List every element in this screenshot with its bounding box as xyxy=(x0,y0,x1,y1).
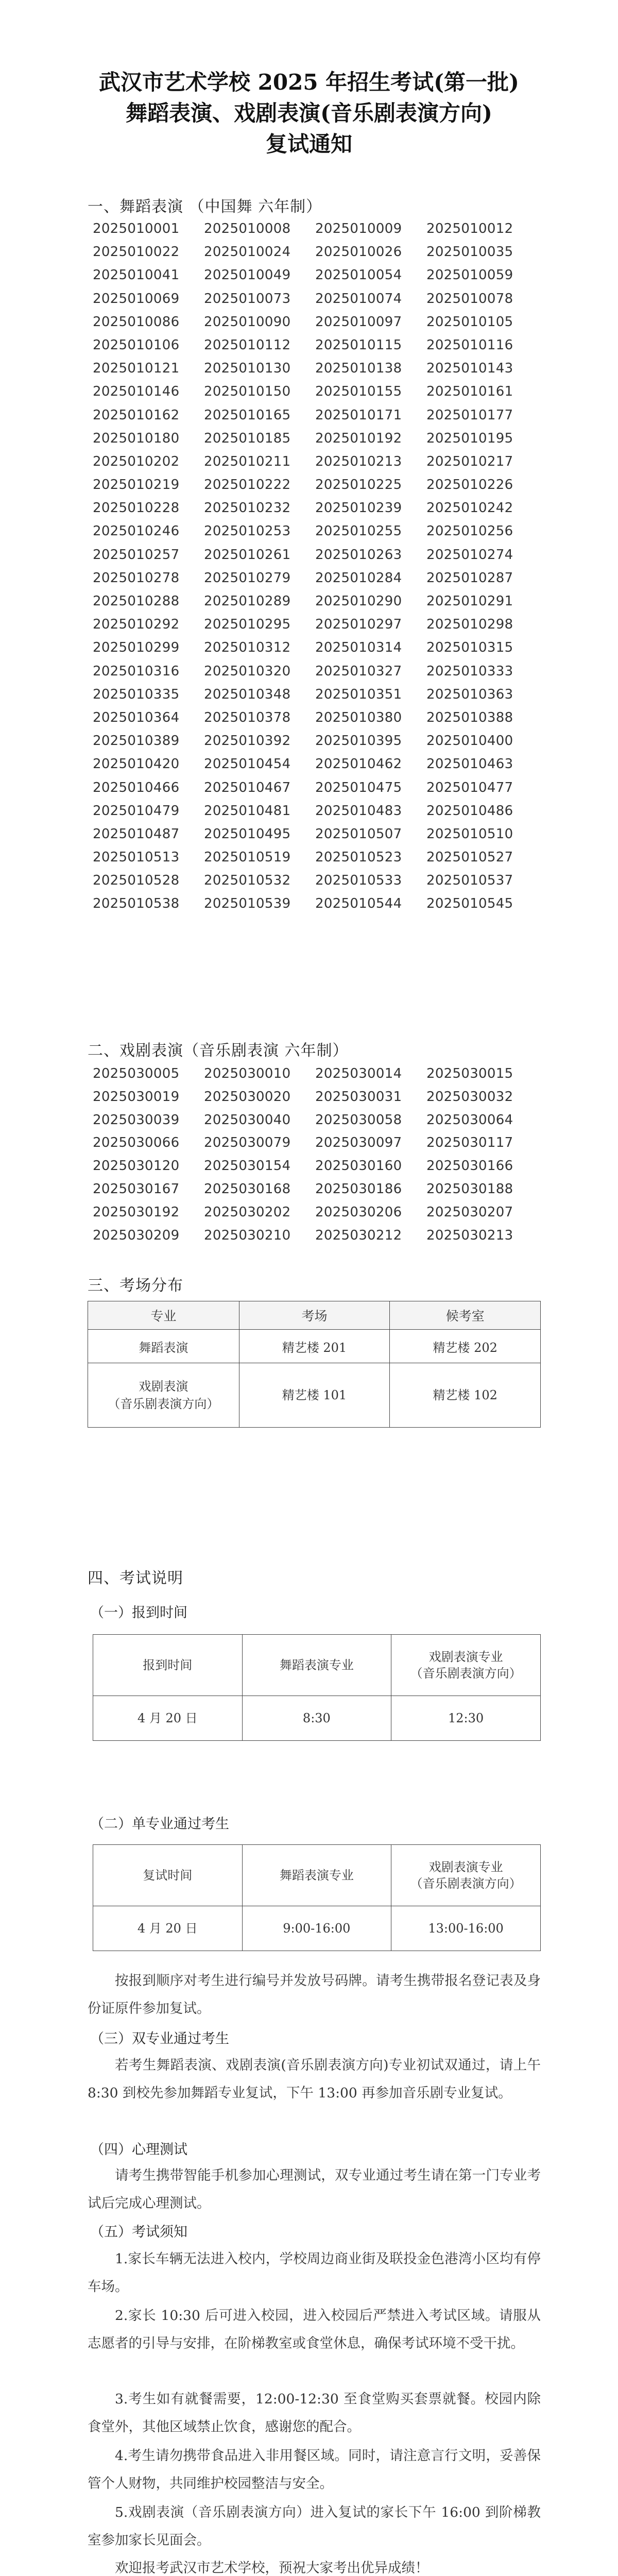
title-line-3: 复试通知 xyxy=(265,131,352,157)
list-item: 2025030031 xyxy=(315,1089,402,1105)
list-item: 2025010333 xyxy=(426,663,513,679)
list-item: 2025010462 xyxy=(315,756,402,772)
list-item: 2025030015 xyxy=(426,1066,513,1081)
table-row xyxy=(88,1330,541,1363)
list-item: 2025010192 xyxy=(315,430,402,446)
list-item: 2025010291 xyxy=(426,594,513,609)
section4-heading: 四、考试说明 xyxy=(88,1569,183,1587)
list-item: 2025030207 xyxy=(426,1204,513,1220)
list-item: 2025030192 xyxy=(93,1204,180,1220)
list-item: 2025010078 xyxy=(426,291,513,307)
list-item: 2025010538 xyxy=(93,896,180,912)
list-item: 2025030154 xyxy=(204,1158,291,1174)
list-item: 2025030206 xyxy=(315,1204,402,1220)
list-item: 2025030010 xyxy=(204,1066,291,1081)
list-item: 2025010112 xyxy=(204,337,291,353)
list-item: 2025010495 xyxy=(204,826,291,842)
list-item: 2025010130 xyxy=(204,361,291,377)
list-item: 2025010483 xyxy=(315,803,402,819)
list-item: 2025030058 xyxy=(315,1112,402,1128)
list-item: 2025030032 xyxy=(426,1089,513,1105)
cell-major-line1: 戏剧表演 xyxy=(139,1379,188,1394)
list-item: 2025030117 xyxy=(426,1135,513,1151)
list-item: 2025010261 xyxy=(204,547,291,563)
list-item: 2025010146 xyxy=(93,384,180,400)
list-item: 2025010105 xyxy=(426,314,513,330)
list-item: 1.家长车辆无法进入校内，学校周边商业街及联投金色港湾小区均有停车场。 xyxy=(88,2251,541,2295)
list-item: 2025010475 xyxy=(315,779,402,795)
list-item: 2025010314 xyxy=(315,640,402,656)
list-item: 2025010295 xyxy=(204,617,291,633)
list-item: 2025010510 xyxy=(426,826,513,842)
list-item: 2025010539 xyxy=(204,896,291,912)
table-row xyxy=(88,1363,541,1428)
list-item: 2025010292 xyxy=(93,617,180,633)
list-item: 2025030079 xyxy=(204,1135,291,1151)
list-item: 2025010090 xyxy=(204,314,291,330)
list-item: 2025010059 xyxy=(426,267,513,283)
cell-room: 精艺楼 101 xyxy=(239,1363,390,1428)
list-item: 2025010466 xyxy=(93,779,180,795)
list-item: 2025030066 xyxy=(93,1135,180,1151)
list-item: 2025010477 xyxy=(426,779,513,795)
list-item: 2025030168 xyxy=(204,1181,291,1197)
list-item: 2025010545 xyxy=(426,896,513,912)
list-item: 2025010537 xyxy=(426,873,513,889)
list-item: 2025010257 xyxy=(93,547,180,563)
cell-wait: 精艺楼 202 xyxy=(390,1330,541,1363)
col-header-drama-line2: （音乐剧表演方向） xyxy=(410,1666,522,1681)
exam-room-table xyxy=(88,1301,541,1428)
list-item: 2025010335 xyxy=(93,686,180,702)
list-item: 2025010049 xyxy=(204,267,291,283)
list-item: 2025010299 xyxy=(93,640,180,656)
list-item: 2025030213 xyxy=(426,1227,513,1243)
list-item: 2025010255 xyxy=(315,523,402,539)
list-item: 2025030005 xyxy=(93,1066,180,1081)
list-item: 2025010195 xyxy=(426,430,513,446)
retest-time-table xyxy=(93,1844,541,1951)
section2-heading: 二、戏剧表演（音乐剧表演 六年制） xyxy=(88,1042,349,1060)
list-item: 2025010222 xyxy=(204,477,291,493)
section2-number-grid xyxy=(93,1062,546,1247)
list-item: 2025030202 xyxy=(204,1204,291,1220)
list-item: 2025030160 xyxy=(315,1158,402,1174)
list-item: 2025010171 xyxy=(315,407,402,423)
list-item: 2025010180 xyxy=(93,430,180,446)
section1-number-grid xyxy=(93,217,546,916)
sub-heading-double-major: （三）双专业通过考生 xyxy=(90,2031,229,2047)
list-item: 2025010380 xyxy=(315,709,402,725)
list-item: 2025010513 xyxy=(93,850,180,866)
list-item: 2025010086 xyxy=(93,314,180,330)
list-item: 2025010009 xyxy=(315,221,402,236)
list-item: 2025010389 xyxy=(93,733,180,749)
list-item: 2025030014 xyxy=(315,1066,402,1081)
single-major-paragraph: 按报到顺序对考生进行编号并发放号码牌。请考生携带报名登记表及身份证原件参加复试。 xyxy=(88,1973,541,2016)
list-item: 2025010288 xyxy=(93,594,180,609)
closing-remark: 欢迎报考武汉市艺术学校，预祝大家考出优异成绩！ xyxy=(115,2560,429,2576)
list-item: 2025010041 xyxy=(93,267,180,283)
psych-test-paragraph: 请考生携带智能手机参加心理测试，双专业通过考生请在第一门专业考试后完成心理测试。 xyxy=(88,2167,541,2211)
list-item: 2025010069 xyxy=(93,291,180,307)
list-item: 2025010486 xyxy=(426,803,513,819)
list-item: 2025010213 xyxy=(315,453,402,469)
col-header-drama-line1: 戏剧表演专业 xyxy=(428,1650,503,1664)
list-item: 2025010287 xyxy=(426,570,513,586)
col-header-drama xyxy=(391,1635,541,1696)
list-item: 2025010165 xyxy=(204,407,291,423)
list-item: 2025030039 xyxy=(93,1112,180,1128)
cell-date: 4 月 20 日 xyxy=(93,1696,243,1741)
list-item: 2025010012 xyxy=(426,221,513,236)
list-item: 2025010507 xyxy=(315,826,402,842)
col-header-major: 专业 xyxy=(88,1301,239,1330)
list-item: 2025010177 xyxy=(426,407,513,423)
list-item: 2025010463 xyxy=(426,756,513,772)
list-item: 2025030020 xyxy=(204,1089,291,1105)
list-item: 2025010487 xyxy=(93,826,180,842)
list-item: 2025010290 xyxy=(315,594,402,609)
cell-date: 4 月 20 日 xyxy=(93,1906,243,1951)
list-item: 2025010312 xyxy=(204,640,291,656)
list-item: 2025010297 xyxy=(315,617,402,633)
sub-heading-psych-test: （四）心理测试 xyxy=(90,2142,187,2158)
table-row xyxy=(93,1906,541,1951)
col-header-dance: 舞蹈表演专业 xyxy=(242,1635,391,1696)
list-item: 2025010232 xyxy=(204,500,291,516)
list-item: 2025010298 xyxy=(426,617,513,633)
col-header-dance: 舞蹈表演专业 xyxy=(242,1845,391,1906)
col-header-drama-line1: 戏剧表演专业 xyxy=(428,1860,503,1874)
list-item: 2025010528 xyxy=(93,873,180,889)
list-item: 2025010316 xyxy=(93,663,180,679)
list-item: 2025030167 xyxy=(93,1181,180,1197)
col-header-time: 复试时间 xyxy=(93,1845,243,1906)
list-item: 2025010008 xyxy=(204,221,291,236)
list-item: 2025010211 xyxy=(204,453,291,469)
list-item: 2025010363 xyxy=(426,686,513,702)
cell-drama-time: 13:00-16:00 xyxy=(391,1906,541,1951)
list-item: 2025010481 xyxy=(204,803,291,819)
list-item: 2025010284 xyxy=(315,570,402,586)
list-item: 2025010479 xyxy=(93,803,180,819)
list-item: 2025010364 xyxy=(93,709,180,725)
list-item: 2.家长 10:30 后可进入校园，进入校园后严禁进入考试区域。请服从志愿者的引导与安排，在阶梯教室或食堂休息，确保考试环境不受干扰。 xyxy=(88,2308,541,2351)
list-item: 2025030166 xyxy=(426,1158,513,1174)
list-item: 2025010289 xyxy=(204,594,291,609)
section1-heading: 一、舞蹈表演 （中国舞 六年制） xyxy=(88,198,322,216)
list-item: 2025010161 xyxy=(426,384,513,400)
list-item: 3.考生如有就餐需要，12:00-12:30 至食堂购买套票就餐。校园内除食堂外，其他区域禁止饮食，感谢您的配合。 xyxy=(88,2391,541,2435)
list-item: 2025010467 xyxy=(204,779,291,795)
list-item: 2025010026 xyxy=(315,244,402,260)
list-item: 2025030097 xyxy=(315,1135,402,1151)
sub-heading-single-major: （二）单专业通过考生 xyxy=(90,1816,229,1832)
list-item: 2025010239 xyxy=(315,500,402,516)
list-item: 2025010256 xyxy=(426,523,513,539)
list-item: 2025010519 xyxy=(204,850,291,866)
list-item: 2025010155 xyxy=(315,384,402,400)
list-item: 2025030120 xyxy=(93,1158,180,1174)
list-item: 2025010138 xyxy=(315,361,402,377)
list-item: 2025010001 xyxy=(93,221,180,236)
col-header-drama-line2: （音乐剧表演方向） xyxy=(410,1876,522,1891)
section3-heading: 三、考场分布 xyxy=(88,1277,183,1295)
list-item: 2025010327 xyxy=(315,663,402,679)
list-item: 2025010454 xyxy=(204,756,291,772)
list-item: 2025010263 xyxy=(315,547,402,563)
list-item: 2025030064 xyxy=(426,1112,513,1128)
list-item: 2025010202 xyxy=(93,453,180,469)
list-item: 2025010388 xyxy=(426,709,513,725)
list-item: 2025010150 xyxy=(204,384,291,400)
list-item: 2025010544 xyxy=(315,896,402,912)
list-item: 2025010420 xyxy=(93,756,180,772)
list-item: 2025010116 xyxy=(426,337,513,353)
cell-wait: 精艺楼 102 xyxy=(390,1363,541,1428)
list-item: 2025010378 xyxy=(204,709,291,725)
list-item: 2025010392 xyxy=(204,733,291,749)
cell-dance-time: 8:30 xyxy=(242,1696,391,1741)
list-item: 2025010185 xyxy=(204,430,291,446)
list-item: 2025030188 xyxy=(426,1181,513,1197)
sub-heading-report-time: （一）报到时间 xyxy=(90,1605,187,1621)
cell-major-line2: （音乐剧表演方向） xyxy=(108,1397,219,1411)
list-item: 2025010278 xyxy=(93,570,180,586)
col-header-time: 报到时间 xyxy=(93,1635,243,1696)
cell-major: 舞蹈表演 xyxy=(88,1330,239,1363)
list-item: 2025010348 xyxy=(204,686,291,702)
double-major-paragraph: 若考生舞蹈表演、戏剧表演(音乐剧表演方向)专业初试双通过，请上午 8:30 到校先参加舞蹈专业复试，下午 13:00 再参加音乐剧专业复试。 xyxy=(88,2057,541,2101)
cell-major xyxy=(88,1363,239,1428)
list-item: 2025010395 xyxy=(315,733,402,749)
list-item: 2025010024 xyxy=(204,244,291,260)
list-item: 2025010532 xyxy=(204,873,291,889)
list-item: 2025010400 xyxy=(426,733,513,749)
list-item: 2025010074 xyxy=(315,291,402,307)
report-time-table xyxy=(93,1634,541,1741)
list-item: 2025010121 xyxy=(93,361,180,377)
list-item: 2025010523 xyxy=(315,850,402,866)
title-line-1: 武汉市艺术学校 2025 年招生考试(第一批) xyxy=(99,70,519,95)
list-item: 2025030040 xyxy=(204,1112,291,1128)
col-header-wait: 候考室 xyxy=(390,1301,541,1330)
sub-heading-exam-notes: （五）考试须知 xyxy=(90,2224,187,2240)
list-item: 5.戏剧表演（音乐剧表演方向）进入复试的家长下午 16:00 到阶梯教室参加家长见面会。 xyxy=(88,2504,541,2548)
list-item: 2025010351 xyxy=(315,686,402,702)
list-item: 2025010274 xyxy=(426,547,513,563)
title-line-2: 舞蹈表演、戏剧表演(音乐剧表演方向) xyxy=(126,100,492,126)
list-item: 2025010242 xyxy=(426,500,513,516)
list-item: 2025010226 xyxy=(426,477,513,493)
list-item: 2025010315 xyxy=(426,640,513,656)
list-item: 2025010106 xyxy=(93,337,180,353)
col-header-room: 考场 xyxy=(239,1301,390,1330)
cell-drama-time: 12:30 xyxy=(391,1696,541,1741)
list-item: 2025010533 xyxy=(315,873,402,889)
list-item: 2025010279 xyxy=(204,570,291,586)
list-item: 2025010035 xyxy=(426,244,513,260)
list-item: 2025030019 xyxy=(93,1089,180,1105)
list-item: 2025010527 xyxy=(426,850,513,866)
list-item: 2025030186 xyxy=(315,1181,402,1197)
list-item: 2025030212 xyxy=(315,1227,402,1243)
cell-dance-time: 9:00-16:00 xyxy=(242,1906,391,1951)
list-item: 2025010022 xyxy=(93,244,180,260)
col-header-drama xyxy=(391,1845,541,1906)
list-item: 2025010228 xyxy=(93,500,180,516)
list-item: 2025010143 xyxy=(426,361,513,377)
list-item: 2025010246 xyxy=(93,523,180,539)
list-item: 2025010219 xyxy=(93,477,180,493)
list-item: 2025010115 xyxy=(315,337,402,353)
list-item: 2025010073 xyxy=(204,291,291,307)
list-item: 2025030209 xyxy=(93,1227,180,1243)
list-item: 2025010225 xyxy=(315,477,402,493)
list-item: 2025010320 xyxy=(204,663,291,679)
list-item: 2025010054 xyxy=(315,267,402,283)
list-item: 2025010217 xyxy=(426,453,513,469)
cell-room: 精艺楼 201 xyxy=(239,1330,390,1363)
list-item: 2025030210 xyxy=(204,1227,291,1243)
list-item: 4.考生请勿携带食品进入非用餐区域。同时，请注意言行文明，妥善保管个人财物，共同维护校园整洁与安全。 xyxy=(88,2448,541,2492)
table-row xyxy=(93,1696,541,1741)
list-item: 2025010253 xyxy=(204,523,291,539)
list-item: 2025010097 xyxy=(315,314,402,330)
list-item: 2025010162 xyxy=(93,407,180,423)
